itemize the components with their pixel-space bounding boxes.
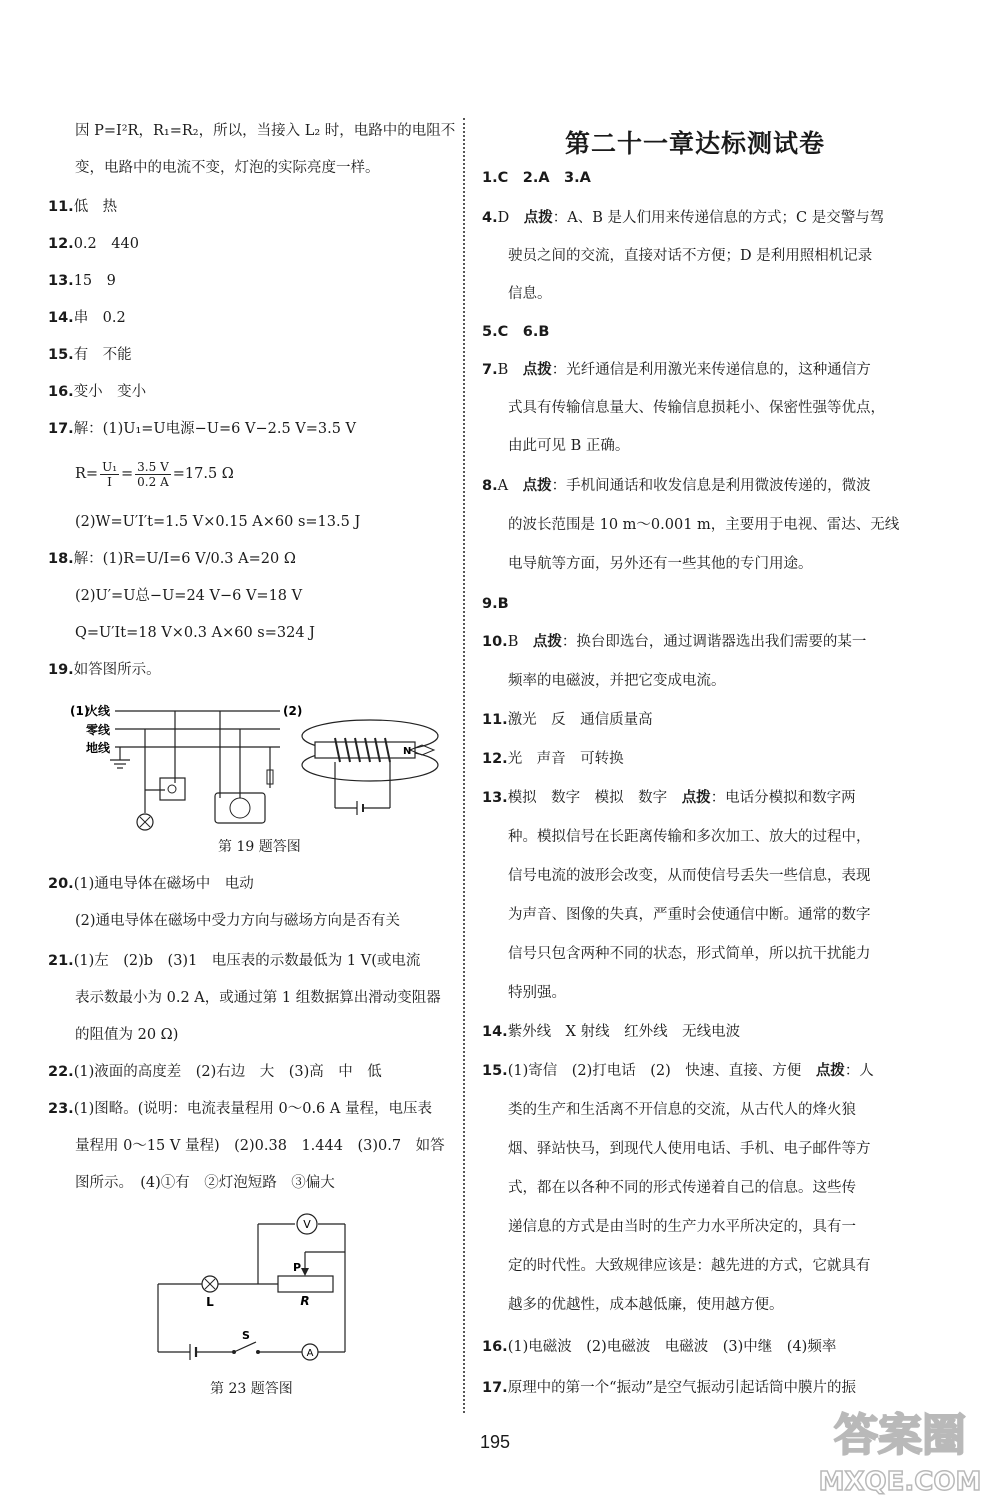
- answer-19: 19.如答图所示。: [48, 662, 161, 678]
- svg-text:答案圈: 答案圈: [834, 1410, 966, 1461]
- text-line: 式具有传输信息量大、传输信息损耗小、保密性强等优点，: [508, 400, 885, 416]
- answer-14r: 14.紫外线 X 射线 红外线 无线电波: [482, 1024, 741, 1040]
- answer-12r: 12.光 声音 可转换: [482, 751, 624, 767]
- svg-text:V: V: [303, 1218, 311, 1231]
- text-line: 烟、驿站快马，到现代人使用电话、手机、电子邮件等方: [508, 1141, 871, 1157]
- answer-14: 14.串 0.2: [48, 310, 126, 326]
- text-line: 信号电流的波形会改变，从而使信号丢失一些信息，表现: [508, 868, 871, 884]
- text-line: 类的生产和生活离不开信息的交流，从古代人的烽火狼: [508, 1102, 856, 1118]
- text-line: 驶员之间的交流，直接对话不方便；D 是利用照相机记录: [508, 248, 873, 264]
- text-line: 特别强。: [508, 985, 566, 1001]
- svg-text:(2): (2): [283, 704, 303, 718]
- answer-13r: 13.模拟 数字 模拟 数字 点拨：电话分模拟和数字两: [482, 790, 856, 806]
- figure-19-caption: 第 19 题答图: [218, 839, 301, 855]
- svg-text:R: R: [300, 1294, 310, 1308]
- svg-text:地线: 地线: [86, 741, 111, 755]
- svg-text:A: A: [306, 1348, 314, 1359]
- answer-9: 9.B: [482, 596, 509, 612]
- watermark-logo: [805, 1398, 995, 1498]
- answer-17: 17.解：(1)U₁=U电源−U=6 V−2.5 V=3.5 V: [48, 421, 357, 437]
- text-line: 量程用 0～15 V 量程) (2)0.38 1.444 (3)0.7 如答: [75, 1138, 445, 1154]
- text-line: 由此可见 B 正确。: [508, 438, 630, 454]
- svg-text:N: N: [403, 746, 412, 757]
- answer-21: 21.(1)左 (2)b (3)1 电压表的示数最低为 1 V(或电流: [48, 953, 421, 969]
- svg-text:P: P: [293, 1261, 302, 1274]
- answer-11r: 11.激光 反 通信质量高: [482, 712, 653, 728]
- answer-12: 12.0.2 440: [48, 236, 139, 252]
- text-line: (2)U′=U总−U=24 V−6 V=18 V: [75, 588, 303, 604]
- chapter-title: 第二十一章达标测试卷: [565, 129, 826, 158]
- fraction-equation: R= $\frac{\text{U₁}}{I}$ = $\frac{3.5 V}{0.2 A}$ =17.5 Ω: [75, 459, 234, 489]
- text-line: (2)通电导体在磁场中受力方向与磁场方向是否有关: [75, 913, 401, 929]
- answer-16r: 16.(1)电磁波 (2)电磁波 电磁波 (3)中继 (4)频率: [482, 1339, 837, 1355]
- answer-17r: 17.原理中的第一个“振动”是空气振动引起话筒中膜片的振: [482, 1380, 857, 1396]
- text-line: 电导航等方面，另外还有一些其他的专门用途。: [508, 556, 813, 572]
- text-line: 式，都在以各种不同的形式传递着自己的信息。这些传: [508, 1180, 856, 1196]
- text-line: 变，电路中的电流不变，灯泡的实际亮度一样。: [75, 160, 380, 176]
- answer-8: 8.A 点拨：手机间通话和收发信息是利用微波传递的，微波: [482, 478, 871, 494]
- answer-20: 20.(1)通电导体在磁场中 电动: [48, 876, 254, 892]
- svg-text:火线: 火线: [86, 704, 111, 718]
- text-line: 信号只包含两种不同的状态，形式简单，所以抗干扰能力: [508, 946, 871, 962]
- text-line: 的阻值为 20 Ω): [75, 1027, 179, 1043]
- svg-text:S: S: [242, 1329, 250, 1342]
- text-line: Q=U′It=18 V×0.3 A×60 s=324 J: [75, 625, 315, 641]
- answer-10: 10.B 点拨：换台即选台，通过调谐器选出我们需要的某一: [482, 634, 867, 650]
- text-line: 表示数最小为 0.2 A，或通过第 1 组数据算出滑动变阻器: [75, 990, 441, 1006]
- answer-13: 13.15 9: [48, 273, 116, 289]
- text-line: 越多的优越性，成本越低廉，使用越方便。: [508, 1297, 784, 1313]
- figure-19-circuit: [70, 698, 440, 833]
- answer-22: 22.(1)液面的高度差 (2)右边 大 (3)高 中 低: [48, 1064, 382, 1080]
- text-line: 为声音、图像的失真，严重时会使通信中断。通常的数字: [508, 907, 871, 923]
- page-number: 195: [480, 1432, 511, 1452]
- answers-1-3: 1.C 2.A 3.A: [482, 170, 591, 186]
- text-line: 递信息的方式是由当时的生产力水平所决定的，具有一: [508, 1219, 856, 1235]
- answer-15: 15.有 不能: [48, 347, 132, 363]
- answer-11: 11.低 热: [48, 199, 118, 215]
- svg-text:(1): (1): [70, 704, 90, 718]
- svg-text:MXQE.COM: MXQE.COM: [818, 1467, 982, 1497]
- answer-18: 18.解：(1)R=U/I=6 V/0.3 A=20 Ω: [48, 551, 296, 567]
- text-line: 频率的电磁波，并把它变成电流。: [508, 673, 726, 689]
- answer-15r: 15.(1)寄信 (2)打电话 (2) 快速、直接、方便 点拨：人: [482, 1063, 874, 1079]
- column-divider: [463, 118, 465, 1413]
- text-line: 信息。: [508, 286, 552, 302]
- svg-text:零线: 零线: [86, 723, 111, 737]
- text-line: 种。模拟信号在长距离传输和多次加工、放大的过程中，: [508, 829, 871, 845]
- text-line: 的波长范围是 10 m～0.001 m，主要用于电视、雷达、无线: [508, 517, 900, 533]
- text-line: 图所示。 (4)①有 ②灯泡短路 ③偏大: [75, 1175, 335, 1191]
- answer-23: 23.(1)图略。(说明：电流表量程用 0～0.6 A 量程，电压表: [48, 1101, 432, 1117]
- answers-5-6: 5.C 6.B: [482, 324, 550, 340]
- text-line: 定的时代性。大致规律应该是：越先进的方式，它就具有: [508, 1258, 871, 1274]
- figure-23-circuit: [150, 1212, 360, 1362]
- answer-16: 16.变小 变小: [48, 384, 147, 400]
- answer-7: 7.B 点拨：光纤通信是利用激光来传递信息的，这种通信方: [482, 362, 871, 378]
- svg-text:L: L: [206, 1295, 214, 1309]
- text-line: (2)W=U′I′t=1.5 V×0.15 A×60 s=13.5 J: [75, 514, 361, 530]
- figure-23-caption: 第 23 题答图: [210, 1381, 293, 1397]
- answer-4: 4.D 点拨：A、B 是人们用来传递信息的方式；C 是交警与驾: [482, 210, 885, 226]
- text-line: 因 P=I²R，R₁=R₂，所以，当接入 L₂ 时，电路中的电阻不: [75, 123, 456, 139]
